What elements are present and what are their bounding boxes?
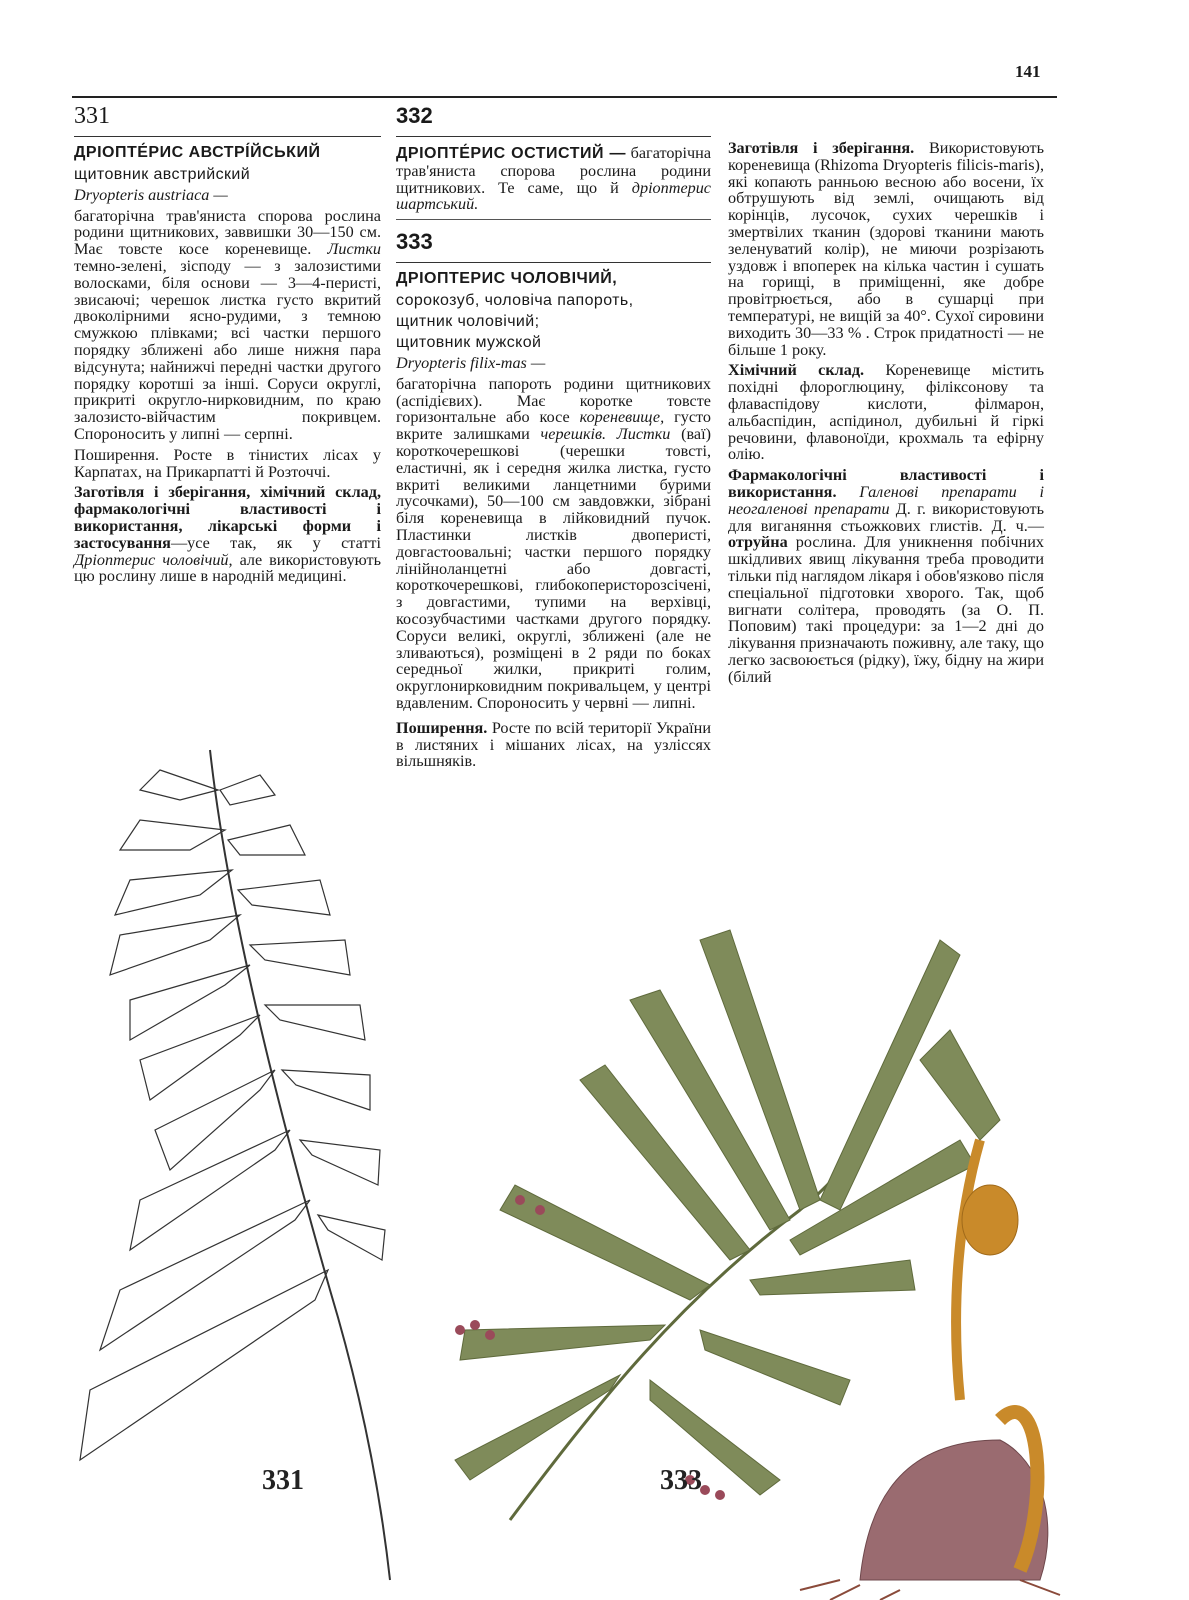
column-1 xyxy=(74,104,381,589)
divider xyxy=(396,136,711,137)
leaves-term: Листки xyxy=(327,240,382,259)
distribution-label: Поширення. xyxy=(396,718,488,737)
pinna xyxy=(700,1330,850,1405)
synonym-333-2: щитник чоловічий; xyxy=(396,312,540,330)
entry-number-332: 332 xyxy=(396,103,433,128)
figure-label-331: 331 xyxy=(262,1465,304,1496)
entry-title-332: ДРІОПТЕ́РИС ОСТИСТИЙ — xyxy=(396,145,626,162)
storage-text: Використовують кореневища (Rhizoma Dryopteris filicis-maris), які копають ранньою весною або восени, їх обтрушують від землі, очищають від корінців, лусочок, сухих черешків і змертвілих тканин (здорові тканини мають зеленуватий колір), не миючи розрізають уздовж і впоперек на кілька частин і сушать на горищі, в приміщенні, яке добре провітрюється, або в сушарці при температурі, не вищій за 40°. Сухої сировини виходить 30—33 % . Строк придатності — не більше 1 року. xyxy=(728,139,1044,359)
leaves-term: Листки xyxy=(616,425,671,444)
pinna xyxy=(455,1375,620,1480)
rhizome-plant xyxy=(800,1030,1060,1600)
pinna xyxy=(318,1215,385,1260)
pinna xyxy=(120,820,225,850)
cross-reference: Дріоптерис чоловічий, xyxy=(74,550,233,569)
entry-number-331: 331 xyxy=(74,103,110,129)
divider xyxy=(74,136,381,137)
pinna xyxy=(580,1065,750,1260)
pinna xyxy=(300,1140,380,1185)
pinna xyxy=(228,825,305,855)
pharm-text: Д. г. використовують для виганяння стьожкових глистів. Д. ч.— xyxy=(728,499,1044,535)
pharm-text: рослина. Для уникнення побічних шкідливих явищ лікування треба проводити тільки під наглядом лікаря і обов'язково після спеціальної підготовки хворого. Так, щоб вигнати солітера, проводять (за О. П. Поповим) такі процедури: за 1—2 дні до лікування призначають поживну, але таку, що легко засвоюється (рідку), їжу, бідну на жири (білий xyxy=(728,533,1045,686)
petiole-term: черешків. xyxy=(540,425,607,444)
description-331 xyxy=(74,208,381,443)
sorus xyxy=(535,1205,545,1215)
desc-part: (ваї) короткочерешкові (черешки товсті, еластичні, як і середня жилка листка, густо вкриті великими ланцетними бурими лусочками), 50—100 см завдовжки, зібрані біля кореневища в лійковидний пучок. Пластинки листків двоперисті, довгастоовальні; частки першого порядку лінійноланцетні або довгасті, короткочерешкові, глибокоперисторозсічені, з довгастими, тупими на верхівці, косозубчастими частками другого порядку. Соруси великі, округлі, зближені (але не зливаються), розміщені в 2 ряди по боках середньої жилки, прикриті голим, округлонирковидним покривальцем, у центрі вдавленим. Спороносить у червні — липні. xyxy=(396,425,711,712)
pinna xyxy=(115,870,232,915)
page-number: 141 xyxy=(1015,62,1041,81)
young-frond-tip xyxy=(920,1030,1000,1140)
chemistry-333 xyxy=(728,362,1044,463)
divider xyxy=(396,219,711,220)
desc-part: густо вкрите залишками xyxy=(396,408,712,444)
rhizome-term: кореневище, xyxy=(579,408,665,427)
roots xyxy=(800,1580,1060,1600)
distribution-333 xyxy=(396,720,711,770)
pinna xyxy=(130,965,250,1040)
pinna xyxy=(282,1070,370,1110)
rachis xyxy=(210,750,390,1580)
pinna xyxy=(238,880,330,915)
desc-part: багаторічна папороть родини щитникових (аспідієвих). Має коротке товсте горизонтальне або косе xyxy=(396,374,711,427)
fiddlehead xyxy=(962,1185,1018,1255)
top-rule xyxy=(72,96,1057,98)
storage-333 xyxy=(728,140,1044,358)
sorus xyxy=(455,1325,465,1335)
pinna xyxy=(750,1260,915,1295)
column-3 xyxy=(728,140,1044,690)
prep-text: але використовують цю рослину лише в народній медицині. xyxy=(74,550,381,586)
sorus xyxy=(515,1195,525,1205)
pinna xyxy=(500,1185,710,1300)
prep-text: —усе так, як у статті xyxy=(170,533,381,552)
column-2 xyxy=(396,104,711,774)
cross-reference: дріоптерис шартський. xyxy=(396,178,711,214)
latin-name-333: Dryopteris filix-mas — xyxy=(396,353,546,372)
sorus xyxy=(715,1490,725,1500)
synonym-333-3: щитовник мужской xyxy=(396,333,542,351)
pinna xyxy=(130,1130,290,1250)
divider xyxy=(396,262,711,263)
description-332 xyxy=(396,145,711,213)
desc-part: темно-зелені, зісподу — з залозистими волосками, біля основи — 3—4-перисті, звисаючі; черешок листка густо вкритий двоколірними ясно-рудими, з темною смужкою плівками; всі частки першого порядку зближені або лише нижня пара відсунута; найнижчі передні частки другого порядку коротші за інші. Соруси округлі, прикриті округло-нирковидним, по краю залозисто-війчастим покривцем. Спороносить у липні — серпні. xyxy=(74,256,381,443)
description-333 xyxy=(396,376,711,712)
sorus xyxy=(485,1330,495,1340)
desc-part: багаторічна трав'яниста спорова рослина родини щитникових, заввишки 30—150 см. Має товсте косе кореневище. xyxy=(74,206,381,259)
pinna xyxy=(220,775,275,805)
poison-term: отруйна xyxy=(728,533,788,552)
conjunction: і xyxy=(1039,482,1045,501)
chem-label: Хімічний склад. xyxy=(728,361,865,380)
sorus xyxy=(470,1320,480,1330)
preparation-331 xyxy=(74,484,381,585)
pinna xyxy=(140,770,218,800)
young-frond-stem xyxy=(956,1140,980,1400)
frond xyxy=(455,930,975,1520)
prep-label: Заготівля і зберігання, хімічний склад, фармакологічні властивості і використання, лікарські форми і застосування xyxy=(74,483,381,552)
pinna xyxy=(100,1200,310,1350)
figure-label-333: 333 xyxy=(660,1465,702,1496)
chem-text: Кореневище містить похідні флороглюцину, філіксонову та флаваспідову кислоти, філмарон, альбаспідин, аспідинол, дубильні й гіркі речовини, флавоноїди, крохмаль та ефірну олію. xyxy=(728,361,1044,464)
desc-part: багаторічна трав'яниста спорова рослина родини щитникових. Те саме, що й xyxy=(396,144,712,197)
synonym-ru-331: щитовник австрийский xyxy=(74,165,251,183)
distribution-331: Поширення. Росте в тінистих лісах у Карпатах, на Прикарпатті й Розточчі. xyxy=(74,445,381,481)
pinna xyxy=(265,1005,365,1040)
neogalen-term: неогаленові препарати xyxy=(728,499,890,518)
pinna xyxy=(250,940,350,975)
entry-title-333: ДРІОПТЕРИС ЧОЛОВІЧИЙ, xyxy=(396,270,618,288)
pharmacology-333 xyxy=(728,467,1044,685)
pharm-label: Фармакологічні властивості і використання. xyxy=(728,466,1044,501)
pinna xyxy=(140,1015,260,1100)
galen-term: Галенові препарати xyxy=(859,482,1017,501)
entry-number-333: 333 xyxy=(396,229,433,255)
pinna xyxy=(110,915,240,975)
latin-name-331: Dryopteris austriaca — xyxy=(74,185,228,204)
synonym-333-1: сорокозуб, чоловіча папороть, xyxy=(396,291,634,309)
fern-333-illustration xyxy=(400,880,1080,1600)
pinna xyxy=(155,1070,275,1170)
entry-title-331: ДРІОПТЕ́РИС АВСТРІ́ЙСЬКИЙ xyxy=(74,144,321,161)
distribution-text: Росте по всій території України в листяних і мішаних лісах, на узліссях вільшняків. xyxy=(396,718,711,771)
fern-331-illustration xyxy=(60,730,400,1590)
storage-label: Заготівля і зберігання. xyxy=(728,139,915,157)
